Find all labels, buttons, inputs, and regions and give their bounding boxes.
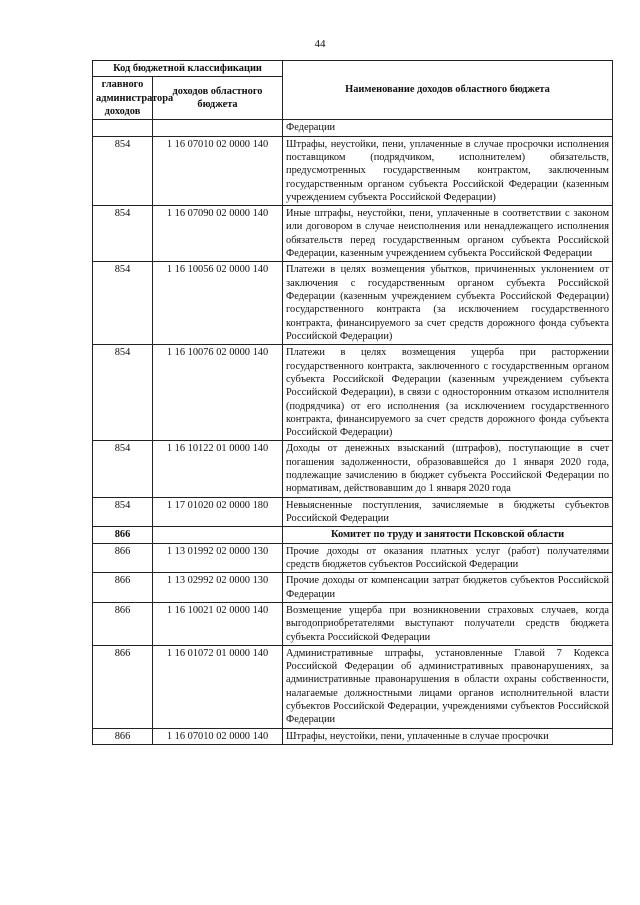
row-admin-code: 854 — [93, 206, 153, 262]
row-admin-code: 866 — [93, 645, 153, 728]
row-budget-code — [153, 120, 283, 136]
row-admin-code: 866 — [93, 602, 153, 645]
row-name: Прочие доходы от оказания платных услуг (работ) получателями средств бюджетов субъектов Российской Федерации — [283, 543, 613, 573]
header-group: Код бюджетной классификации — [93, 61, 283, 77]
table-row — [93, 136, 613, 206]
row-name: Штрафы, неустойки, пени, уплаченные в случае просрочки — [283, 728, 613, 744]
row-name: Комитет по труду и занятости Псковской области — [283, 527, 613, 543]
row-budget-code: 1 17 01020 02 0000 180 — [153, 497, 283, 527]
row-budget-code: 1 16 07010 02 0000 140 — [153, 728, 283, 744]
table-row — [93, 645, 613, 728]
row-name: Иные штрафы, неустойки, пени, уплаченные в соответствии с законом или договором в случае неисполнения или ненадлежащего исполнения обязательств перед государственным органом субъекта Российской Федерации, казенным учреждением субъекта Российской Федерации — [283, 206, 613, 262]
table-row — [93, 120, 613, 136]
row-admin-code: 854 — [93, 136, 153, 206]
row-budget-code: 1 16 01072 01 0000 140 — [153, 645, 283, 728]
row-admin-code — [93, 120, 153, 136]
header-name: Наименование доходов областного бюджета — [283, 61, 613, 120]
page-number: 44 — [314, 38, 326, 50]
table-row — [93, 602, 613, 645]
row-admin-code: 854 — [93, 262, 153, 345]
row-name: Штрафы, неустойки, пени, уплаченные в случае просрочки исполнения поставщиком (подрядчиком, исполнителем) обязательств, предусмотренных государственным контрактом, заключенным государственным органом субъекта Российской Федерации (казенным учреждением субъекта Российской Федерации) — [283, 136, 613, 206]
row-budget-code: 1 16 10056 02 0000 140 — [153, 262, 283, 345]
table-row — [93, 441, 613, 497]
row-admin-code: 866 — [93, 543, 153, 573]
header-admin: главного администратора доходов — [93, 77, 153, 120]
table-row — [93, 527, 613, 543]
row-name: Доходы от денежных взысканий (штрафов), поступающие в счет погашения задолженности, образовавшейся до 1 января 2020 года, подлежащие зачислению в бюджет субъекта Российской Федерации по нормативам, действовавшим до 1 января 2020 года — [283, 441, 613, 497]
row-name: Возмещение ущерба при возникновении страховых случаев, когда выгодоприобретателями выступают получатели средств бюджета субъекта Российской Федерации — [283, 602, 613, 645]
table-row — [93, 262, 613, 345]
table-row — [93, 206, 613, 262]
row-budget-code: 1 16 10021 02 0000 140 — [153, 602, 283, 645]
row-name: Невыясненные поступления, зачисляемые в бюджеты субъектов Российской Федерации — [283, 497, 613, 527]
row-admin-code: 854 — [93, 441, 153, 497]
table-row — [93, 573, 613, 603]
table-row — [93, 728, 613, 744]
row-budget-code — [153, 527, 283, 543]
row-admin-code: 866 — [93, 573, 153, 603]
table-row — [93, 543, 613, 573]
table-row — [93, 345, 613, 441]
row-budget-code: 1 16 07010 02 0000 140 — [153, 136, 283, 206]
row-name: Прочие доходы от компенсации затрат бюджетов субъектов Российской Федерации — [283, 573, 613, 603]
row-budget-code: 1 13 02992 02 0000 130 — [153, 573, 283, 603]
row-budget-code: 1 16 07090 02 0000 140 — [153, 206, 283, 262]
row-budget-code: 1 16 10122 01 0000 140 — [153, 441, 283, 497]
row-name: Административные штрафы, установленные Главой 7 Кодекса Российской Федерации об административных правонарушениях, за административные правонарушения в области охраны собственности, налагаемые должностными лицами органов исполнительной власти субъектов Российской Федерации, учреждениями субъектов Российской Федерации — [283, 645, 613, 728]
row-name: Платежи в целях возмещения ущерба при расторжении государственного контракта, заключенного с государственным органом субъекта Российской Федерации (казенным учреждением субъекта Российской Федерации), в связи с односторонним отказом исполнителя (подрядчика) от его исполнения (за исключением государственного контракта, финансируемого за счет средств дорожного фонда субъекта Российской Федерации) — [283, 345, 613, 441]
table-body — [93, 120, 613, 745]
row-name: Платежи в целях возмещения убытков, причиненных уклонением от заключения с государственным органом субъекта Российской Федерации (казенным учреждением субъекта Российской Федерации) государственного контракта (за исключением государственного контракта, финансируемого за счет средств дорожного фонда субъекта Российской Федерации) — [283, 262, 613, 345]
budget-classification-table — [92, 60, 613, 745]
row-admin-code: 866 — [93, 527, 153, 543]
row-admin-code: 854 — [93, 497, 153, 527]
row-admin-code: 866 — [93, 728, 153, 744]
row-name: Федерации — [283, 120, 613, 136]
row-admin-code: 854 — [93, 345, 153, 441]
row-budget-code: 1 13 01992 02 0000 130 — [153, 543, 283, 573]
row-budget-code: 1 16 10076 02 0000 140 — [153, 345, 283, 441]
header-code: доходов областного бюджета — [153, 77, 283, 120]
table-row — [93, 497, 613, 527]
